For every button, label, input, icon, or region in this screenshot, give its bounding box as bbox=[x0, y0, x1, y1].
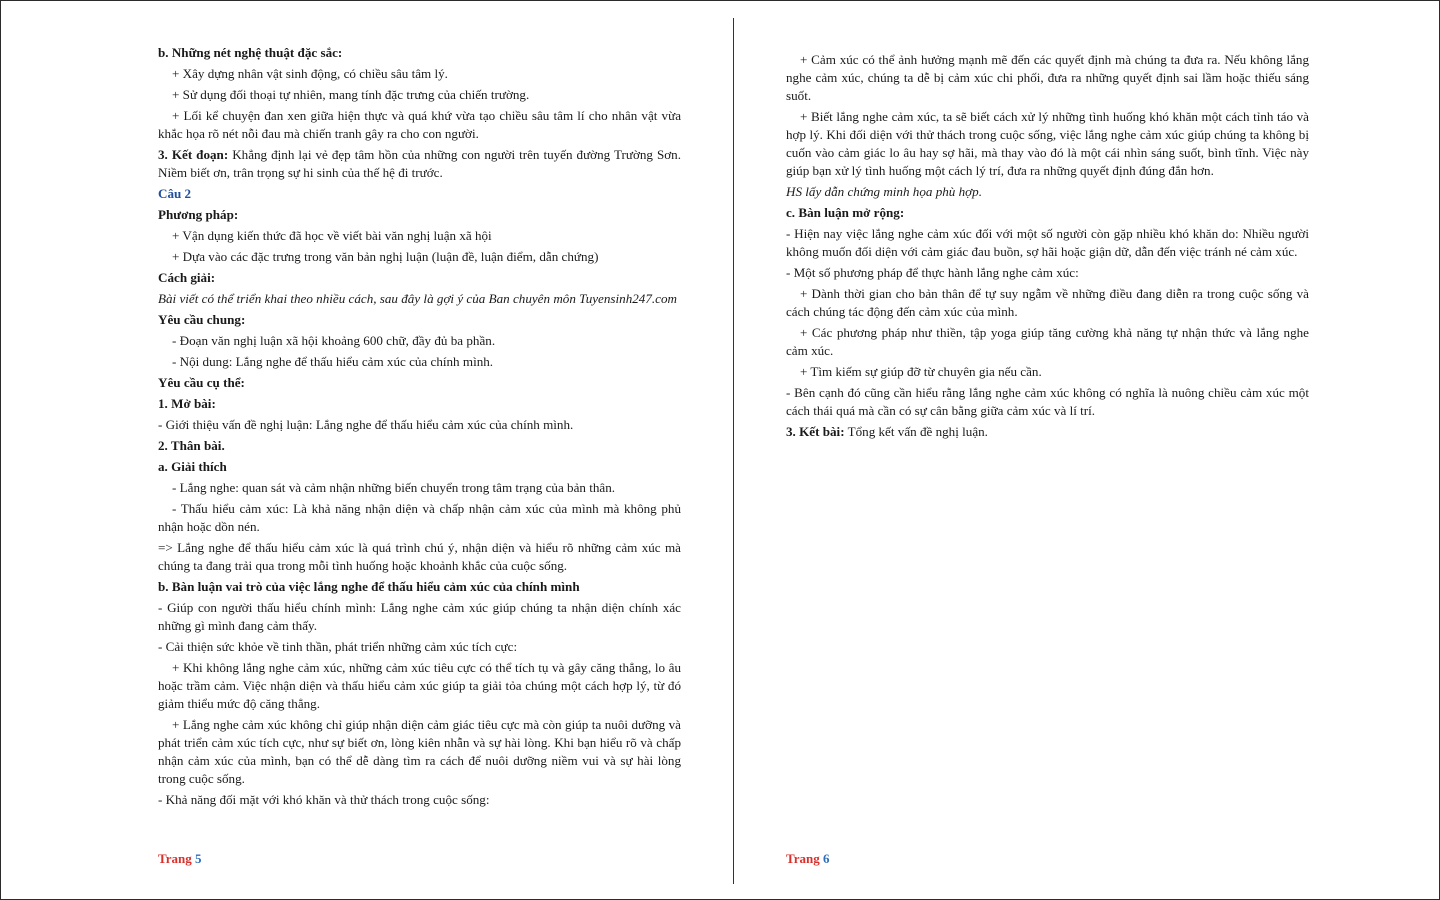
text-line bbox=[158, 638, 681, 656]
text-line bbox=[158, 332, 681, 350]
page-divider bbox=[733, 18, 734, 884]
line-text: => Lắng nghe để thấu hiểu cảm xúc là quá trình chú ý, nhận diện và hiểu rõ những cảm xúc mà chúng ta đang trải qua trong mỗi tình huống hoặc khoảnh khắc của cuộc sống. bbox=[158, 540, 681, 573]
text-line bbox=[158, 416, 681, 434]
line-text: - Cải thiện sức khỏe về tinh thần, phát triển những cảm xúc tích cực: bbox=[158, 639, 518, 654]
line-text: c. Bàn luận mở rộng: bbox=[786, 205, 905, 220]
text-line bbox=[158, 716, 681, 788]
text-line bbox=[158, 65, 681, 83]
text-line bbox=[786, 423, 1309, 441]
line-text: + Lắng nghe cảm xúc không chỉ giúp nhận diện cảm giác tiêu cực mà còn giúp ta nuôi dưỡng và phát triển cảm xúc tích cực, như sự biết ơn, lòng kiên nhẫn và sự hài lòng. Khi bạn hiểu rõ và chấp nhận cảm xúc của mình, bạn có thể dễ dàng tìm ra cách để nuôi dưỡng niềm vui và sự hài lòng trong cuộc sống. bbox=[158, 717, 681, 786]
text-line bbox=[158, 206, 681, 224]
text-line bbox=[158, 500, 681, 536]
line-text: a. Giải thích bbox=[158, 459, 227, 474]
text-line bbox=[786, 384, 1309, 420]
line-text: - Hiện nay việc lắng nghe cảm xúc đối với một số người còn gặp nhiều khó khăn do: Nhiều người không muốn đối diện với cảm giác đau buồn, sợ hãi hoặc giận dữ, dẫn đến việc tránh né cảm xúc. bbox=[786, 226, 1309, 259]
text-line bbox=[786, 108, 1309, 180]
footer-label: Trang bbox=[786, 851, 820, 866]
text-line bbox=[786, 285, 1309, 321]
line-text: + Các phương pháp như thiền, tập yoga giúp tăng cường khả năng tự nhận thức và lắng nghe cảm xúc. bbox=[786, 325, 1309, 358]
line-text: + Tìm kiếm sự giúp đỡ từ chuyên gia nếu cần. bbox=[800, 364, 1042, 379]
line-text: - Nội dung: Lắng nghe để thấu hiểu cảm xúc của chính mình. bbox=[172, 354, 494, 369]
line-text: Yêu cầu cụ thể: bbox=[158, 375, 245, 390]
text-line bbox=[158, 659, 681, 713]
text-line bbox=[158, 227, 681, 245]
line-text: - Lắng nghe: quan sát và cảm nhận những biến chuyển trong tâm trạng của bản thân. bbox=[172, 480, 616, 495]
text-line bbox=[786, 264, 1309, 282]
text-line bbox=[158, 248, 681, 266]
line-text: + Biết lắng nghe cảm xúc, ta sẽ biết cách xử lý những tình huống khó khăn một cách tỉnh táo và hợp lý. Khi đối diện với thử thách trong cuộc sống, việc lắng nghe cảm xúc giúp chúng ta không bị cuốn vào cảm giác lo âu hay sợ hãi, mà thay vào đó là một cái nhìn sáng suốt, bình tĩnh. Việc này giúp bạn xử lý tình huống một cách lý trí, đưa ra những quyết định đúng đắn hơn. bbox=[786, 109, 1309, 178]
text-line bbox=[786, 51, 1309, 105]
bold-lead: 3. Kết bài: bbox=[786, 424, 845, 439]
text-line bbox=[158, 578, 681, 596]
text-line bbox=[786, 324, 1309, 360]
line-text: - Một số phương pháp để thực hành lắng nghe cảm xúc: bbox=[786, 265, 1079, 280]
text-line bbox=[158, 437, 681, 455]
text-line bbox=[158, 539, 681, 575]
line-text: + Sử dụng đối thoại tự nhiên, mang tính đặc trưng của chiến trường. bbox=[172, 87, 530, 102]
text-line bbox=[158, 458, 681, 476]
line-text: b. Những nét nghệ thuật đặc sắc: bbox=[158, 45, 343, 60]
line-text: Phương pháp: bbox=[158, 207, 239, 222]
footer-page-number: 5 bbox=[194, 851, 202, 866]
line-text: Khẳng định lại vẻ đẹp tâm hồn của những con người trên tuyến đường Trường Sơn. Niềm biết ơn, trân trọng sự hi sinh của thế hệ đi trước. bbox=[158, 147, 681, 180]
text-line bbox=[786, 183, 1309, 201]
line-text: 1. Mở bài: bbox=[158, 396, 216, 411]
line-text: - Bên cạnh đó cũng cần hiểu rằng lắng nghe cảm xúc không có nghĩa là nuông chiều cảm xúc một cách thái quá mà cần có sự cân bằng giữa cảm xúc và lí trí. bbox=[786, 385, 1309, 418]
text-line bbox=[158, 395, 681, 413]
text-line bbox=[158, 269, 681, 287]
page-5-content bbox=[158, 44, 681, 812]
line-text: - Đoạn văn nghị luận xã hội khoảng 600 chữ, đầy đủ ba phần. bbox=[172, 333, 496, 348]
line-text: Bài viết có thể triển khai theo nhiều cách, sau đây là gợi ý của Ban chuyên môn Tuyensinh247.com bbox=[158, 291, 677, 306]
page-5-footer bbox=[158, 851, 201, 867]
text-line bbox=[158, 185, 681, 203]
line-text: HS lấy dẫn chứng minh họa phù hợp. bbox=[786, 184, 982, 199]
text-line bbox=[158, 311, 681, 329]
text-line bbox=[786, 204, 1309, 222]
line-text: + Dành thời gian cho bản thân để tự suy ngẫm về những điều đang diễn ra trong cuộc sống và cách chúng tác động đến cảm xúc của mình. bbox=[786, 286, 1309, 319]
page-6-footer bbox=[786, 851, 829, 867]
line-text: + Vận dụng kiến thức đã học về viết bài văn nghị luận xã hội bbox=[172, 228, 492, 243]
line-text: + Dựa vào các đặc trưng trong văn bản nghị luận (luận đề, luận điểm, dẫn chứng) bbox=[172, 249, 599, 264]
text-line bbox=[158, 290, 681, 308]
text-line bbox=[158, 353, 681, 371]
line-text: + Lối kể chuyện đan xen giữa hiện thực và quá khứ vừa tạo chiều sâu tâm lí cho nhân vật vừa khắc họa rõ nét nỗi đau mà chiến tranh gây ra cho con người. bbox=[158, 108, 681, 141]
line-text: b. Bàn luận vai trò của việc lắng nghe để thấu hiểu cảm xúc của chính mình bbox=[158, 579, 580, 594]
line-text: - Khả năng đối mặt với khó khăn và thử thách trong cuộc sống: bbox=[158, 792, 490, 807]
line-text: - Giới thiệu vấn đề nghị luận: Lắng nghe để thấu hiểu cảm xúc của chính mình. bbox=[158, 417, 574, 432]
line-text: + Khi không lắng nghe cảm xúc, những cảm xúc tiêu cực có thể tích tụ và gây căng thẳng, lo âu hoặc trầm cảm. Việc nhận diện và thấu hiểu cảm xúc giúp ta giải tỏa chúng một cách hợp lý, từ đó giảm thiểu mức độ căng thẳng. bbox=[158, 660, 681, 711]
line-text: 2. Thân bài. bbox=[158, 438, 225, 453]
text-line bbox=[158, 479, 681, 497]
text-line bbox=[786, 363, 1309, 381]
line-text: Cách giải: bbox=[158, 270, 216, 285]
text-line bbox=[158, 791, 681, 809]
line-text: Câu 2 bbox=[158, 186, 192, 201]
line-text: + Xây dựng nhân vật sinh động, có chiều sâu tâm lý. bbox=[172, 66, 448, 81]
line-text: + Cảm xúc có thể ảnh hưởng mạnh mẽ đến các quyết định mà chúng ta đưa ra. Nếu không lắng nghe cảm xúc, chúng ta dễ bị cảm xúc chi phối, đưa ra những quyết định sai lầm hoặc thiếu sáng suốt. bbox=[786, 52, 1309, 103]
text-line bbox=[158, 86, 681, 104]
text-line bbox=[158, 374, 681, 392]
text-line bbox=[158, 44, 681, 62]
page-6-content bbox=[786, 51, 1309, 444]
text-line bbox=[158, 107, 681, 143]
line-text: - Giúp con người thấu hiểu chính mình: Lắng nghe cảm xúc giúp chúng ta nhận diện chính xác những gì mình đang cảm thấy. bbox=[158, 600, 681, 633]
footer-label: Trang bbox=[158, 851, 192, 866]
bold-lead: 3. Kết đoạn: bbox=[158, 147, 229, 162]
text-line bbox=[786, 225, 1309, 261]
footer-page-number: 6 bbox=[822, 851, 830, 866]
text-line bbox=[158, 599, 681, 635]
line-text: - Thấu hiểu cảm xúc: Là khả năng nhận diện và chấp nhận cảm xúc của mình mà không phủ nhận hoặc dồn nén. bbox=[158, 501, 681, 534]
line-text: Tổng kết vấn đề nghị luận. bbox=[844, 424, 988, 439]
line-text: Yêu cầu chung: bbox=[158, 312, 246, 327]
text-line bbox=[158, 146, 681, 182]
